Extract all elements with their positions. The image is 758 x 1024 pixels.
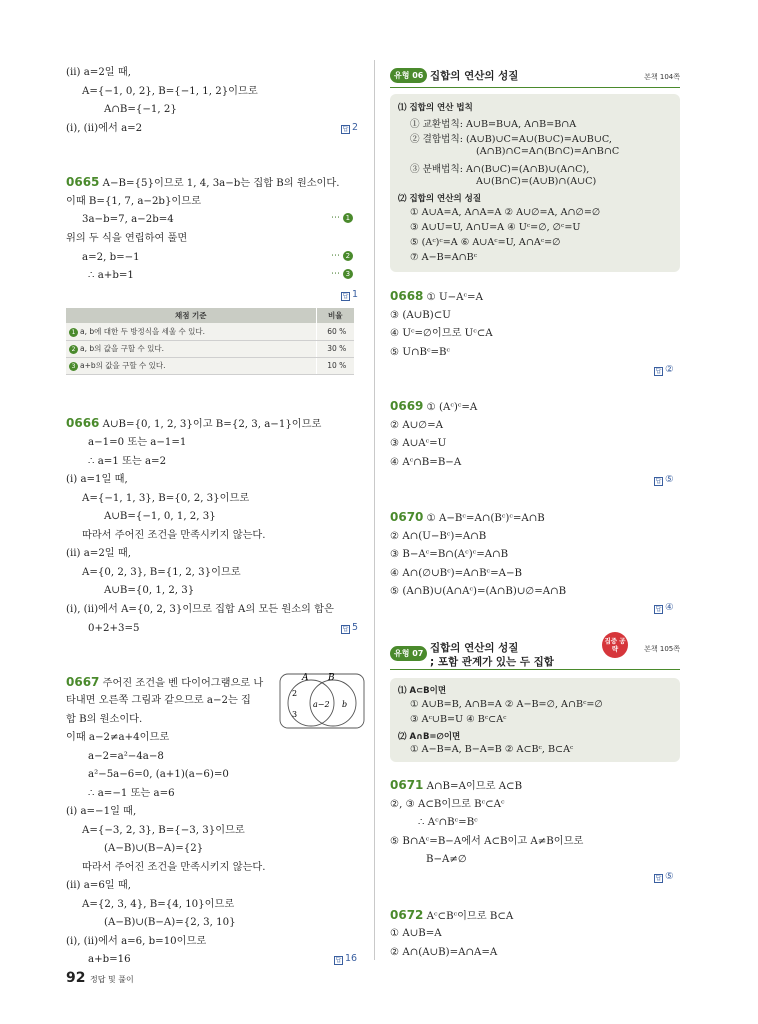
- venn-value: a−2: [313, 700, 330, 709]
- answer-mark: 답 16: [335, 953, 358, 964]
- solution-line: ∴ Aᶜ∩Bᶜ=Bᶜ: [418, 817, 478, 828]
- answer-mark: 답 5: [342, 622, 359, 633]
- concept-line: (A∩B)∩C=A∩(B∩C)=A∩B∩C: [476, 146, 620, 157]
- solution-line: (i) a=−1일 때,: [66, 806, 137, 817]
- concept-heading: ⑴ 집합의 연산 법칙: [398, 103, 473, 113]
- venn-value: b: [342, 700, 348, 709]
- type-06-header: [390, 66, 680, 88]
- solution-line: B−A≠∅: [426, 854, 467, 865]
- concept-line: A∪(B∩C)=(A∪B)∩(A∪C): [476, 176, 597, 187]
- problem-0666: 0666 A∪B={0, 1, 2, 3}이고 B={2, 3, a−1}이므로: [66, 416, 322, 430]
- type-badge: 유형 07: [390, 646, 427, 661]
- venn-value: 2: [292, 689, 298, 698]
- column-divider: [374, 60, 375, 960]
- problem-0668: 0668 ① U−Aᶜ=A: [390, 289, 483, 303]
- footer-label: 정답 및 풀이: [90, 975, 134, 984]
- concept-line: ③ 분배법칙: A∩(B∪C)=(A∩B)∪(A∩C),: [410, 164, 590, 175]
- solution-line: ⑤ B∩Aᶜ=B−A에서 A⊂B이고 A≠B이므로: [390, 836, 584, 847]
- answer-icon: 답: [655, 478, 662, 485]
- solution-line: ③ A∪Aᶜ=U: [390, 438, 447, 449]
- answer-mark: 답 ②: [655, 364, 674, 375]
- solution-line: ②, ③ A⊂B이므로 Bᶜ⊂Aᶜ: [390, 799, 505, 810]
- answer-mark: 답 ⑤: [655, 474, 674, 485]
- solution-line: 위의 두 식을 연립하여 풀면: [66, 233, 188, 244]
- problem-number: 0666: [66, 416, 100, 430]
- solution-line: (i), (ii)에서 a=6, b=10이므로: [66, 936, 207, 947]
- solution-line: ② A∩(A∪B)=A∩A=A: [390, 947, 498, 958]
- table-row: 1 a, b에 대한 두 방정식을 세울 수 있다. 60 %: [66, 323, 354, 340]
- problem-0670: 0670 ① A−Bᶜ=A∩(Bᶜ)ᶜ=A∩B: [390, 510, 545, 524]
- solution-line: (A−B)∪(B−A)={2}: [104, 843, 204, 854]
- solution-line: (i), (ii)에서 A={0, 2, 3}이므로 집합 A의 모든 원소의 합은: [66, 604, 334, 615]
- concept-heading: ⑵ A∩B=∅이면: [398, 732, 461, 742]
- solution-line: 합 B의 원소이다.: [66, 714, 143, 725]
- venn-label-b: B: [328, 673, 335, 683]
- problem-number: 0671: [390, 778, 424, 792]
- problem-number: 0665: [66, 175, 100, 189]
- problem-number: 0670: [390, 510, 424, 524]
- answer-icon: 답: [342, 626, 349, 633]
- solution-line: A∪B={−1, 0, 1, 2, 3}: [104, 511, 216, 522]
- solution-line: A={−1, 1, 3}, B={0, 2, 3}이므로: [82, 493, 250, 504]
- page-reference: 본책 105쪽: [644, 645, 680, 653]
- solution-line: ⑤ U∩Bᶜ=Bᶜ: [390, 347, 451, 358]
- answer-icon: 답: [655, 875, 662, 882]
- solution-line: ④ A∩(∅∪Bᶜ)=A∩Bᶜ=A−B: [390, 568, 522, 579]
- type-07-header: [390, 640, 680, 670]
- intro-line: A={−1, 0, 2}, B={−1, 1, 2}이므로: [82, 86, 258, 97]
- solution-line: ① A∪B=A: [390, 928, 442, 939]
- table-header: 채점 기준: [66, 308, 316, 323]
- problem-number: 0668: [390, 289, 424, 303]
- answer-icon: 답: [655, 368, 662, 375]
- venn-value: 3: [292, 710, 298, 719]
- concept-line: ⑤ (Aᶜ)ᶜ=A ⑥ A∪Aᶜ=U, A∩Aᶜ=∅: [410, 237, 561, 248]
- solution-line: a−2=a²−4a−8: [88, 751, 164, 762]
- answer-icon: 답: [342, 293, 349, 300]
- solution-line: 따라서 주어진 조건을 만족시키지 않는다.: [82, 862, 266, 873]
- solution-line: ∴ a+b=1: [88, 270, 134, 281]
- problem-number: 0669: [390, 399, 424, 413]
- problem-0667: 0667 주어진 조건을 벤 다이어그램으로 나: [66, 675, 264, 689]
- intro-line: (i), (ii)에서 a=2: [66, 123, 143, 134]
- solution-line: (i) a=1일 때,: [66, 474, 128, 485]
- problem-0669: 0669 ① (Aᶜ)ᶜ=A: [390, 399, 478, 413]
- concept-heading: ⑵ 집합의 연산의 성질: [398, 194, 482, 204]
- type-title: 집합의 연산의 성질: [430, 70, 519, 82]
- type-subtitle: ; 포함 관계가 있는 두 집합: [430, 656, 554, 668]
- intro-line: A∩B={−1, 2}: [104, 104, 177, 115]
- page-reference: 본책 104쪽: [644, 73, 680, 81]
- solution-line: 따라서 주어진 조건을 만족시키지 않는다.: [82, 530, 266, 541]
- table-row: 2 a, b의 값을 구할 수 있다. 30 %: [66, 340, 354, 357]
- concept-line: ① A−B=A, B−A=B ② A⊂Bᶜ, B⊂Aᶜ: [410, 744, 574, 755]
- answer-icon: 답: [335, 957, 342, 964]
- concept-box-07: [390, 678, 680, 762]
- venn-diagram: [278, 668, 368, 730]
- solution-line: A∪B={0, 1, 2, 3}: [104, 585, 195, 596]
- concept-box-06: [390, 94, 680, 272]
- type-badge: 유형 06: [390, 68, 427, 83]
- solution-line: A={2, 3, 4}, B={4, 10}이므로: [82, 899, 235, 910]
- solution-line: ∴ a=1 또는 a=2: [88, 456, 167, 467]
- problem-number: 0667: [66, 675, 100, 689]
- table-header: 비율: [316, 308, 354, 323]
- problem-0665: 0665 A−B={5}이므로 1, 4, 3a−b는 집합 B의 원소이다.: [66, 175, 340, 189]
- problem-0672: 0672 Aᶜ⊂Bᶜ이므로 B⊂A: [390, 908, 514, 922]
- solution-line: 0+2+3=5: [88, 623, 140, 634]
- concept-line: ③ Aᶜ∪B=U ④ Bᶜ⊂Aᶜ: [410, 714, 507, 725]
- type-title: 집합의 연산의 성질: [430, 642, 519, 654]
- solution-line: 3a−b=7, a−2b=4: [82, 214, 174, 225]
- solution-line: ④ Uᶜ=∅이므로 Uᶜ⊂A: [390, 328, 493, 339]
- solution-line: ② A∪∅=A: [390, 420, 444, 431]
- solution-line: ③ B−Aᶜ=B∩(Aᶜ)ᶜ=A∩B: [390, 549, 509, 560]
- solution-line: (A−B)∪(B−A)={2, 3, 10}: [104, 917, 236, 928]
- solution-line: 이때 B={1, 7, a−2b}이므로: [66, 196, 201, 207]
- concept-line: ② 결합법칙: (A∪B)∪C=A∪(B∪C)=A∪B∪C,: [410, 134, 612, 145]
- answer-icon: 답: [655, 606, 662, 613]
- solution-line: (ii) a=6일 때,: [66, 880, 131, 891]
- solution-line: A={0, 2, 3}, B={1, 2, 3}이므로: [82, 567, 241, 578]
- step-marker: ⋯ 3: [331, 269, 353, 279]
- solution-line: ∴ a=−1 또는 a=6: [88, 788, 175, 799]
- step-marker: ⋯ 2: [331, 251, 353, 261]
- concept-heading: ⑴ A⊂B이면: [398, 686, 447, 696]
- solution-line: a−1=0 또는 a−1=1: [88, 437, 187, 448]
- solution-line: ④ Aᶜ∩B=B−A: [390, 457, 462, 468]
- scoring-table: [66, 308, 354, 375]
- solution-line: a+b=16: [88, 954, 131, 965]
- concept-line: ① A∪B=B, A∩B=A ② A−B=∅, A∩Bᶜ=∅: [410, 699, 603, 710]
- solution-line: A={−3, 2, 3}, B={−3, 3}이므로: [82, 825, 245, 836]
- solution-line: 타내면 오른쪽 그림과 같으므로 a−2는 집: [66, 695, 251, 706]
- step-marker: ⋯ 1: [331, 213, 353, 223]
- page-number: 92: [66, 970, 86, 986]
- solution-line: ⑤ (A∩B)∪(A∩Aᶜ)=(A∩B)∪∅=A∩B: [390, 586, 567, 597]
- solution-line: a=2, b=−1: [82, 252, 140, 263]
- answer-mark: 답 ⑤: [655, 871, 674, 882]
- answer-mark: 답 2: [342, 122, 359, 133]
- solution-line: ② A∩(U−Bᶜ)=A∩B: [390, 531, 487, 542]
- answer-mark: 답 1: [342, 289, 359, 300]
- answer-mark: 답 ④: [655, 602, 674, 613]
- problem-number: 0672: [390, 908, 424, 922]
- focus-stamp: 집중 공략: [602, 632, 628, 658]
- concept-line: ① A∪A=A, A∩A=A ② A∪∅=A, A∩∅=∅: [410, 207, 601, 218]
- concept-line: ⑦ A−B=A∩Bᶜ: [410, 252, 478, 263]
- answer-icon: 답: [342, 126, 349, 133]
- venn-label-a: A: [302, 673, 309, 683]
- solution-line: a²−5a−6=0, (a+1)(a−6)=0: [88, 769, 229, 780]
- solution-line: 이때 a−2≠a+4이므로: [66, 732, 170, 743]
- table-row: 3 a+b의 값을 구할 수 있다. 10 %: [66, 357, 354, 374]
- solution-line: ③ (A∪B)⊂U: [390, 310, 451, 321]
- solution-line: (ii) a=2일 때,: [66, 548, 131, 559]
- concept-line: ① 교환법칙: A∪B=B∪A, A∩B=B∩A: [410, 119, 577, 130]
- concept-line: ③ A∪U=U, A∩U=A ④ Uᶜ=∅, ∅ᶜ=U: [410, 222, 581, 233]
- problem-0671: 0671 A∩B=A이므로 A⊂B: [390, 778, 523, 792]
- intro-line: (ii) a=2일 때,: [66, 67, 131, 78]
